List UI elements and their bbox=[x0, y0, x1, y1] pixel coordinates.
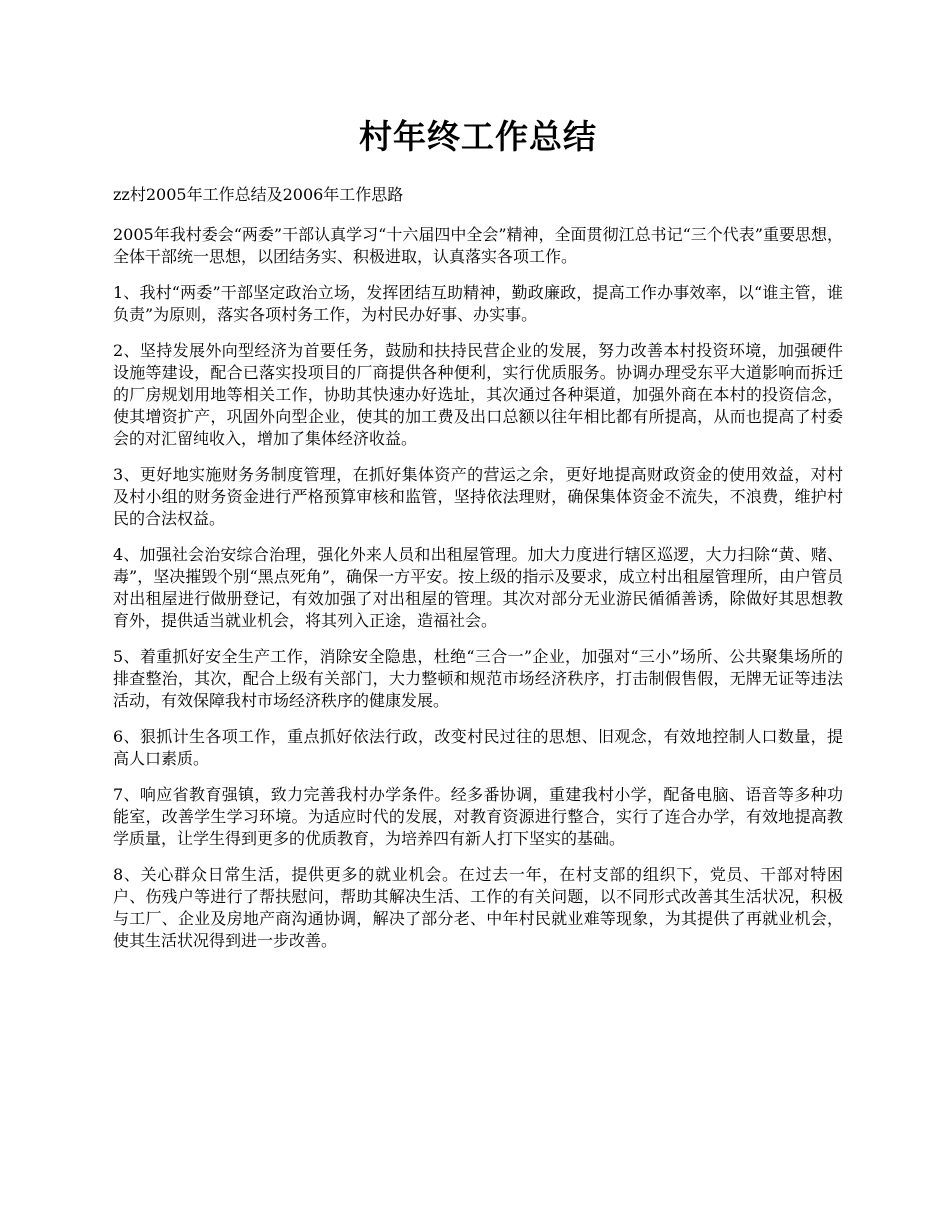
paragraph-item-8: 8、关心群众日常生活，提供更多的就业机会。在过去一年，在村支部的组织下，党员、干部对特困户、伤残户等进行了帮扶慰问，帮助其解决生活、工作的有关问题，以不同形式改善其生活状况，积极与工厂、企业及房地产商沟通协调，解决了部分老、中年村民就业难等现象，为其提供了再就业机会，使其生活状况得到进一步改善。 bbox=[113, 865, 843, 950]
document-title: 村年终工作总结 bbox=[359, 117, 597, 156]
paragraph-item-1: 1、我村“两委”干部坚定政治立场，发挥团结互助精神，勤政廉政，提高工作办事效率，以“谁主管，谁负责”为原则，落实各项村务工作，为村民办好事、办实事。 bbox=[113, 283, 843, 324]
paragraph-intro: 2005年我村委会“两委”干部认真学习“十六届四中全会”精神，全面贯彻江总书记“三个代表”重要思想，全体干部统一思想，以团结务实、积极进取，认真落实各项工作。 bbox=[113, 225, 843, 266]
paragraph-item-7: 7、响应省教育强镇，致力完善我村办学条件。经多番协调，重建我村小学，配备电脑、语音等多种功能室，改善学生学习环境。为适应时代的发展，对教育资源进行整合，实行了连合办学，有效地提高教学质量，让学生得到更多的优质教育，为培养四有新人打下坚实的基础。 bbox=[113, 785, 843, 848]
document-subtitle: zz村2005年工作总结及2006年工作思路 bbox=[113, 185, 404, 204]
paragraph-item-5: 5、着重抓好安全生产工作，消除安全隐患，杜绝“三合一”企业，加强对“三小”场所、公共聚集场所的排查整治，其次，配合上级有关部门，大力整顿和规范市场经济秩序，打击制假售假，无牌无证等违法活动，有效保障我村市场经济秩序的健康发展。 bbox=[113, 647, 843, 710]
paragraph-item-4: 4、加强社会治安综合治理，强化外来人员和出租屋管理。加大力度进行辖区巡逻，大力扫除“黄、赌、毒”，坚决摧毁个别“黑点死角”，确保一方平安。按上级的指示及要求，成立村出租屋管理所，由户管员对出租屋进行做册登记，有效加强了对出租屋的管理。其次对部分无业游民循循善诱，除做好其思想教育外，提供适当就业机会，将其列入正途，造福社会。 bbox=[113, 545, 843, 630]
paragraph-item-6: 6、狠抓计生各项工作，重点抓好依法行政，改变村民过往的思想、旧观念，有效地控制人口数量，提高人口素质。 bbox=[113, 727, 843, 768]
document-page bbox=[113, 112, 843, 966]
paragraph-item-2: 2、坚持发展外向型经济为首要任务，鼓励和扶持民营企业的发展，努力改善本村投资环境，加强硬件设施等建设，配合已落实投项目的厂商提供各种便利，实行优质服务。协调办理受东平大道影响而拆迁的厂房规划用地等相关工作，协助其快速办好选址，其次通过各种渠道，加强外商在本村的投资信念，使其增资扩产，巩固外向型企业，使其的加工费及出口总额以往年相比都有所提高，从而也提高了村委会的对汇留纯收入，增加了集体经济收益。 bbox=[113, 341, 843, 448]
paragraph-item-3: 3、更好地实施财务务制度管理，在抓好集体资产的营运之余，更好地提高财政资金的使用效益，对村及村小组的财务资金进行严格预算审核和监管，坚持依法理财，确保集体资金不流失，不浪费，维护村民的合法权益。 bbox=[113, 465, 843, 528]
